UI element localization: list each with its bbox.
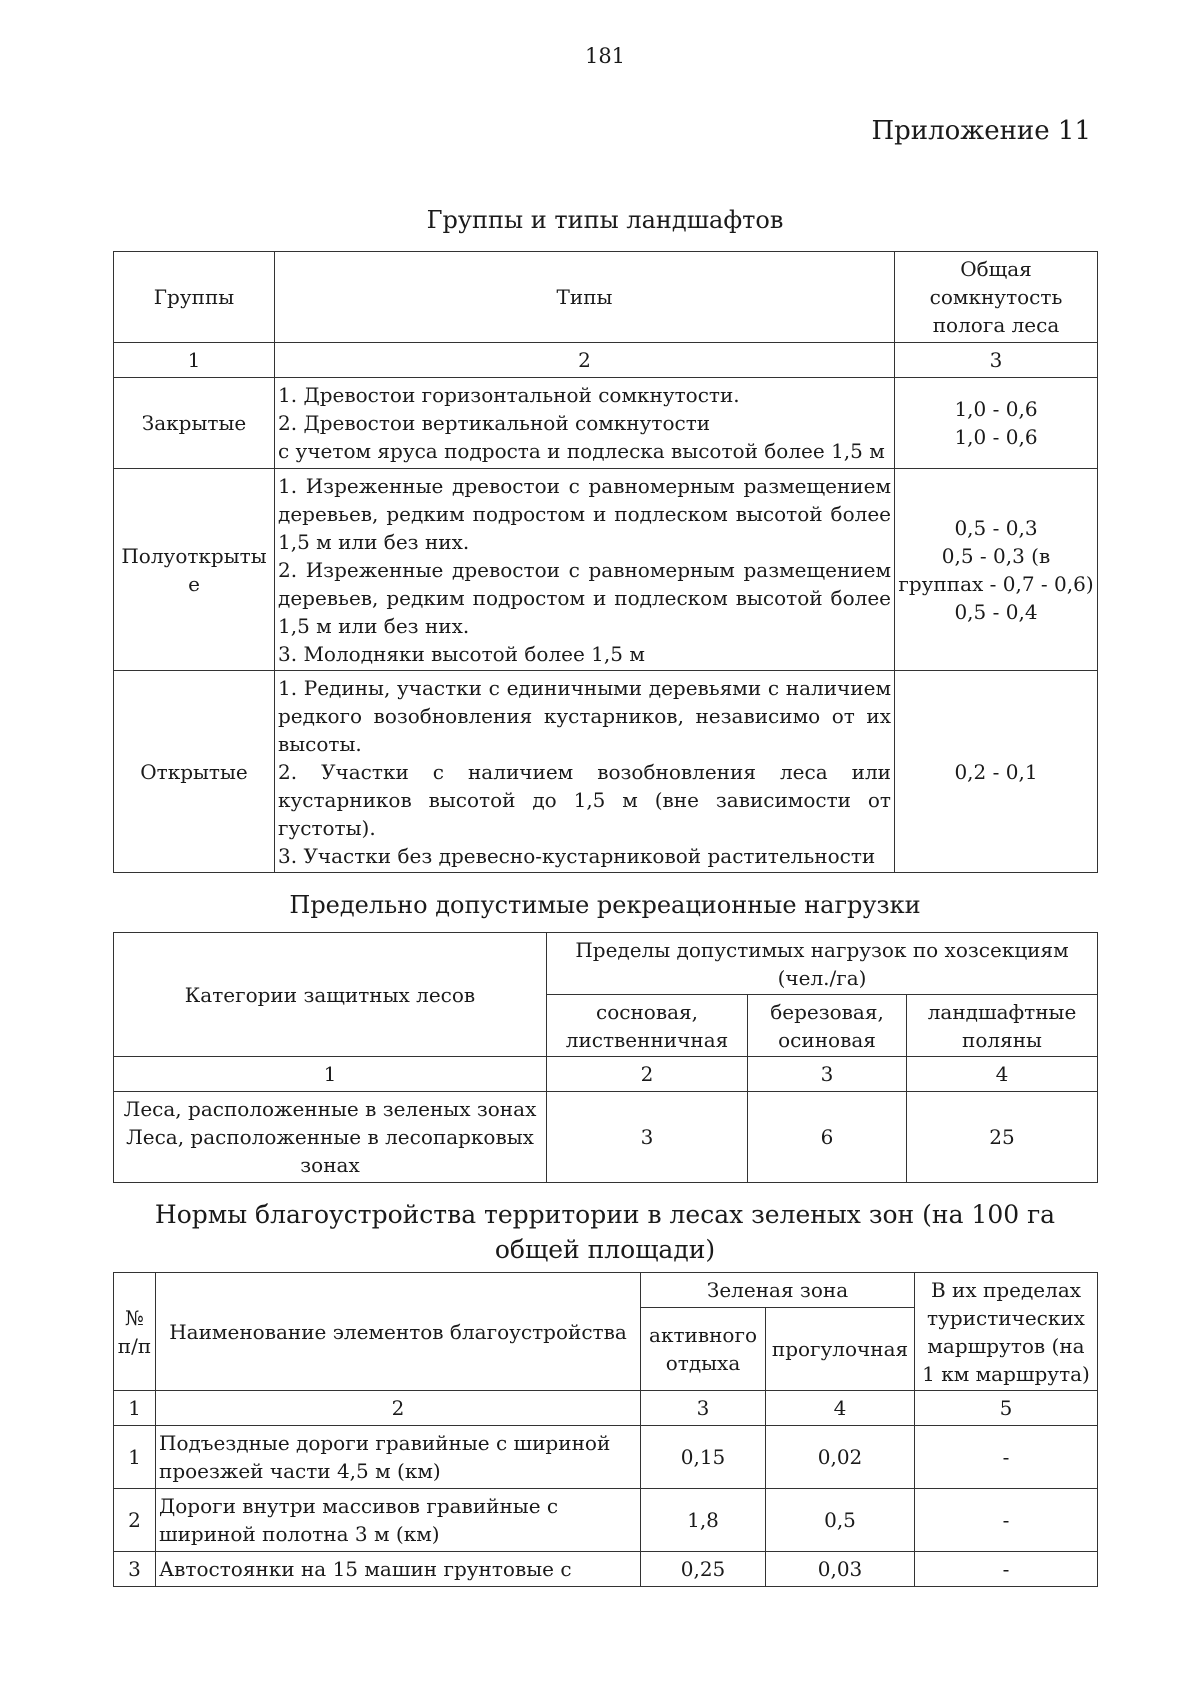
active-cell: 1,8 [641,1489,766,1552]
table3-title: Нормы благоустройства территории в лесах зеленых зон (на 100 га общей площади) [154,1200,1056,1264]
header-pine: сосновая, лиственничная [547,995,748,1057]
header-category: Категории защитных лесов [114,933,547,1057]
col-number: 2 [547,1057,748,1092]
types-line: редкого возобновления кустарников, независимо от их [278,703,891,728]
header-walking: прогулочная [766,1308,915,1391]
canopy-cell [895,671,1098,873]
col-number: 4 [907,1057,1098,1092]
col-number: 1 [114,1057,547,1092]
col-number: 3 [748,1057,907,1092]
name-cell: Дороги внутри массивов гравийные с шириной полотна 3 м (км) [156,1489,641,1552]
routes-cell: - [915,1489,1098,1552]
walking-cell: 0,5 [766,1489,915,1552]
table-row [114,1552,1098,1587]
types-line: с учетом яруса подроста и подлеска высотой более 1,5 м [278,439,885,463]
types-line: густоты). [278,815,376,840]
table-header-row [114,933,1098,995]
types-line: 1,5 м или без них. [278,529,470,554]
page-number: 181 [584,44,626,68]
header-green-zone: Зеленая зона [641,1273,915,1308]
appendix-label: Приложение 11 [871,116,1091,146]
header-num: № п/п [114,1273,156,1391]
col-number: 1 [114,1391,156,1426]
header-glades: ландшафтные поляны [907,995,1098,1057]
types-line: 2. Участки с наличием возобновления леса или [278,759,891,784]
table-row [114,1426,1098,1489]
group-cell: Полуоткрыты е [114,469,275,671]
num-cell: 3 [114,1552,156,1587]
table-row [114,378,1098,469]
header-name: Наименование элементов благоустройства [156,1273,641,1391]
header-active: активного отдыха [641,1308,766,1391]
recreation-load-table [113,932,1098,1183]
routes-cell: - [915,1426,1098,1489]
table1-title: Группы и типы ландшафтов [426,206,784,234]
table-row [114,469,1098,671]
canopy-cell [895,469,1098,671]
pine-cell: 3 [547,1092,748,1183]
canopy-cell [895,378,1098,469]
types-line: высоты. [278,731,362,756]
walking-cell: 0,02 [766,1426,915,1489]
table2-title: Предельно допустимые рекреационные нагрузки [289,891,921,919]
table-row [114,1489,1098,1552]
header-canopy-line: полога леса [932,313,1060,337]
col-number: 3 [895,343,1098,378]
canopy-line: 0,5 - 0,3 (в [941,543,1051,568]
types-line: 3. Участки без древесно-кустарниковой растительности [278,843,876,868]
canopy-line: 1,0 - 0,6 [954,397,1038,421]
header-types: Типы [275,252,895,343]
header-canopy-line: сомкнутость [929,285,1063,309]
routes-cell: - [915,1552,1098,1587]
name-cell: Подъездные дороги гравийные с шириной проезжей части 4,5 м (км) [156,1426,641,1489]
types-line: 1. Древостои горизонтальной сомкнутости. [278,383,740,407]
col-number: 2 [275,343,895,378]
types-cell [275,469,895,671]
canopy-line: группах - 0,7 - 0,6) [898,571,1094,596]
col-number: 5 [915,1391,1098,1426]
types-line: 1,5 м или без них. [278,613,470,638]
col-number: 4 [766,1391,915,1426]
column-number-row [114,1057,1098,1092]
header-canopy-line: Общая [960,257,1032,281]
header-birch: березовая, осиновая [748,995,907,1057]
types-line: 3. Молодняки высотой более 1,5 м [278,641,645,666]
types-cell [275,671,895,873]
landscape-types-table [113,251,1098,873]
group-cell: Открытые [114,671,275,873]
types-line: 1. Изреженные древостои с равномерным размещением [278,473,891,498]
types-line: кустарников высотой до 1,5 м (вне зависимости от [278,787,891,812]
birch-cell: 6 [748,1092,907,1183]
types-line: деревьев, редким подростом и подлеском высотой более [278,501,891,526]
category-cell: Леса, расположенные в зеленых зонах Леса, расположенные в лесопарковых зонах [114,1092,547,1183]
name-cell: Автостоянки на 15 машин грунтовые с [156,1552,641,1587]
header-canopy [895,252,1098,343]
table-row [114,1092,1098,1183]
num-cell: 2 [114,1489,156,1552]
column-number-row [114,343,1098,378]
walking-cell: 0,03 [766,1552,915,1587]
table-row [114,671,1098,873]
col-number: 3 [641,1391,766,1426]
glades-cell: 25 [907,1092,1098,1183]
header-groups: Группы [114,252,275,343]
active-cell: 0,15 [641,1426,766,1489]
active-cell: 0,25 [641,1552,766,1587]
improvement-norms-table [113,1272,1098,1587]
header-limits: Пределы допустимых нагрузок по хозсекциям (чел./га) [547,933,1098,995]
col-number: 2 [156,1391,641,1426]
header-routes: В их пределах туристических маршрутов (на 1 км маршрута) [915,1273,1098,1391]
table-header-row [114,1273,1098,1308]
types-line: 2. Древостои вертикальной сомкнутости [278,411,711,435]
canopy-line: 1,0 - 0,6 [954,425,1038,449]
column-number-row [114,1391,1098,1426]
types-cell [275,378,895,469]
canopy-line: 0,2 - 0,1 [954,759,1038,784]
num-cell: 1 [114,1426,156,1489]
canopy-line: 0,5 - 0,3 [954,515,1038,540]
types-line: 2. Изреженные древостои с равномерным размещением [278,557,891,582]
types-line: деревьев, редким подростом и подлеском высотой более [278,585,891,610]
col-number: 1 [114,343,275,378]
types-line: 1. Редины, участки с единичными деревьями с наличием [278,675,891,700]
table-header-row [114,252,1098,343]
canopy-line: 0,5 - 0,4 [954,599,1038,624]
group-cell: Закрытые [114,378,275,469]
